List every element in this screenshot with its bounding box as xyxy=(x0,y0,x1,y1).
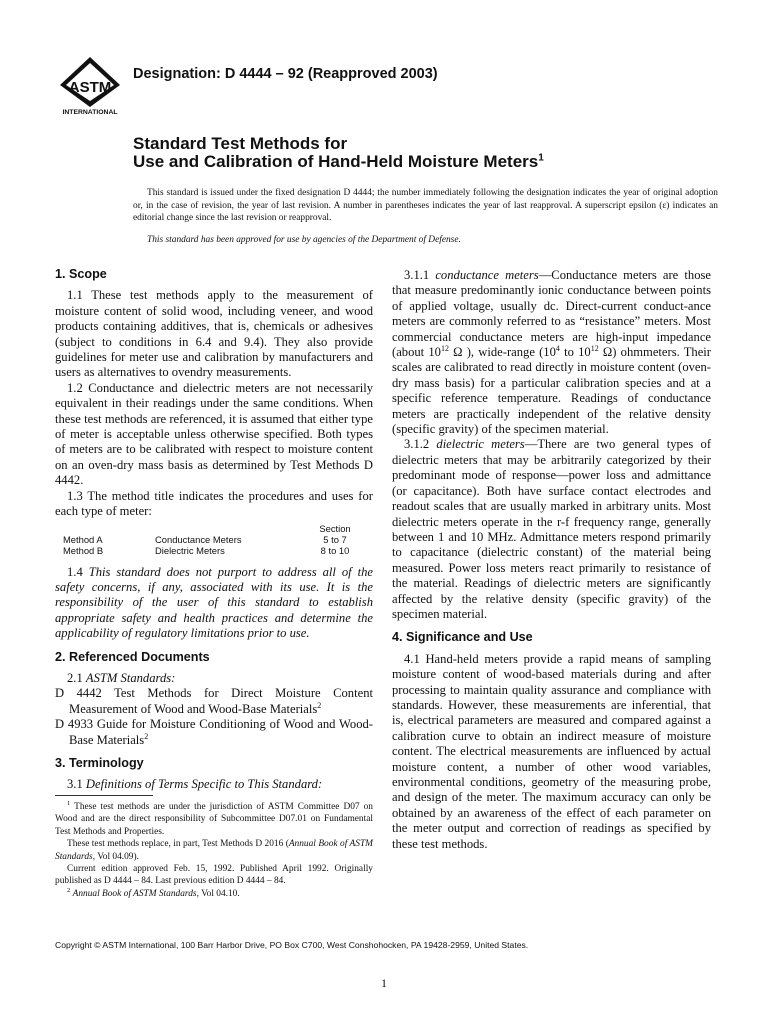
methods-table-row xyxy=(55,545,373,556)
exponent: 4 xyxy=(555,343,560,353)
footnote-1 xyxy=(55,801,373,838)
title-footnote-mark: 1 xyxy=(538,152,544,164)
preamble-dod-approval: This standard has been approved for use by agencies of the Department of Defense. xyxy=(147,235,461,245)
title-line-2 xyxy=(133,152,544,172)
meter-type: Conductance Meters xyxy=(155,533,242,545)
meter-type: Dielectric Meters xyxy=(155,544,225,556)
footnote-2 xyxy=(55,888,373,900)
footnote-text: , Vol 04.09). xyxy=(92,851,139,862)
astm-standards-label: ASTM Standards: xyxy=(85,670,176,685)
paragraph-number: 2.1 xyxy=(67,670,83,685)
reference-text: D 4933 Guide for Moisture Conditioning of Wood and Wood-Base Materials xyxy=(55,717,373,747)
reference-d4933 xyxy=(55,717,373,748)
footnote-text: These test methods replace, in part, Test Methods D 2016 ( xyxy=(67,839,289,850)
footnote-divider xyxy=(55,795,153,796)
footnote-mark: 2 xyxy=(317,700,322,710)
paragraph-1-1: 1.1 These test methods apply to the measurement of moisture content of solid wood, including veneer, and wood products containing additives, that is, chemicals or adhesives (subject to conditions in 6.4 and 9.4). They also provide guidelines for meter use and calibration by manufacturers and users as alternatives to ovendry measurements. xyxy=(55,288,373,380)
section-heading-referenced-documents: 2. Referenced Documents xyxy=(55,649,210,664)
footnote-1-edition: Current edition approved Feb. 15, 1992. Published April 1992. Originally published as D 4444 – 84. Last previous edition D 4444 – 84. xyxy=(55,864,373,887)
methods-section-header: Section xyxy=(319,522,351,534)
paragraph-3-1-2 xyxy=(392,437,711,622)
section-heading-scope: 1. Scope xyxy=(55,267,107,281)
footnote-mark: 2 xyxy=(67,886,71,894)
logo-text: ASTM xyxy=(68,79,112,96)
definition-text: to 10 xyxy=(559,345,591,360)
paragraph-number: 3.1 xyxy=(67,777,83,792)
paragraph-1-2: 1.2 Conductance and dielectric meters are not necessarily equivalent in their readings under the same conditions. When these test methods are referenced, it is assumed that either type of meter is acceptable unless otherwise specified. Both types of meters are to be calibrated with respect to moisture content on an oven-dry mass basis as determined by Test Methods D 4442. xyxy=(55,380,373,488)
methods-table-header xyxy=(55,523,373,534)
logo-subtext: INTERNATIONAL xyxy=(62,109,118,115)
defined-term: conductance meters xyxy=(435,268,539,282)
section-heading-terminology: 3. Terminology xyxy=(55,755,144,770)
methods-table xyxy=(55,523,373,556)
paragraph-1-3: 1.3 The method title indicates the procedures and uses for each type of meter: xyxy=(55,488,373,519)
footnote-mark: 2 xyxy=(144,731,149,741)
paragraph-number: 3.1.1 xyxy=(404,268,430,282)
title-text: Use and Calibration of Hand-Held Moisture Meters xyxy=(133,152,539,171)
footnotes xyxy=(55,801,373,900)
book-title: Annual Book of ASTM Standards xyxy=(55,839,373,862)
definition-text: —Conductance meters are those that measure predominantly ionic conductance between points of applied voltage, usually dc. Direct-current conduct-ance meters are commonly referred to as “resistance” meters. Most commercial conductance meters are high-input impedance (about 10 xyxy=(392,268,711,360)
footnote-mark: 1 xyxy=(67,799,71,807)
definitions-label: Definitions of Terms Specific to This Standard: xyxy=(85,777,323,792)
book-title: Annual Book of ASTM Standards xyxy=(72,888,197,899)
left-column xyxy=(55,267,373,793)
section-range: 8 to 10 xyxy=(320,544,350,556)
section-heading-significance: 4. Significance and Use xyxy=(392,630,533,645)
title-line-1: Standard Test Methods for xyxy=(133,134,348,153)
exponent: 12 xyxy=(440,343,449,353)
footnote-1-replacement xyxy=(55,838,373,863)
footnote-text: These test methods are under the jurisdiction of ASTM Committee D07 on Wood and are the direct responsibility of Subcommittee D07.01 on Fundamental Test Methods and Properties. xyxy=(55,802,373,837)
paragraph-number: 3.1.2 xyxy=(404,437,430,452)
definition-text: Ω ), wide-range (10 xyxy=(448,345,556,360)
paragraph-4-1: 4.1 Hand-held meters provide a rapid means of sampling moisture content of wood-based materials during and after processing to maintain quality assurance and compliance with standards. However, these measurements are inferential, that is, electrical parameters are measured and compared against a calibration curve to obtain an indirect measure of moisture content. The electrical measurements are influenced by actual moisture content, a number of other wood variables, environmental conditions, geometry of the measuring probe, and design of the meter. The maximum accuracy can only be obtained by an awareness of the effect of each parameter on the meter output and correction of readings as specified by these test methods. xyxy=(392,651,711,851)
paragraph-number: 1.4 xyxy=(67,564,83,579)
paragraph-1-4 xyxy=(55,565,373,642)
exponent: 12 xyxy=(590,343,599,353)
method-name: Method B xyxy=(63,544,104,556)
paragraph-3-1 xyxy=(55,777,373,792)
page-number: 1 xyxy=(381,976,387,990)
safety-caveat: This standard does not purport to address all of the safety concerns, if any, associated with its use. It is the responsibility of the user of this standard to establish appropriate safety and health practices and determine the applicability of regulatory limitations prior to use. xyxy=(55,564,373,641)
paragraph-2-1 xyxy=(55,671,373,686)
paragraph-3-1-1 xyxy=(392,268,711,437)
methods-table-row xyxy=(55,534,373,545)
designation: Designation: D 4444 – 92 (Reapproved 2003) xyxy=(133,66,438,82)
definition-text: —There are two general types of dielectric meters that may be arbitrarily categorized by their predominant mode of response—power loss and admittance (or capacitance). Both have surface contact electrodes and readout scales that are usually marked in arbitrary units. Most dielectric meters operate in the r-f frequency range, generally between 1 and 10 MHz. Admittance meters respond primarily to capacitance (dielectric constant) of the material being measured. Power loss meters react primarily to resistance of the material. Readings of dielectric meters are significantly affected by the relative density (specific gravity) of the specimen material. xyxy=(392,437,712,621)
reference-d4442 xyxy=(55,686,373,717)
preamble-issuance: This standard is issued under the fixed designation D 4444; the number immediately following the designation indicates the year of original adoption or, in the case of revision, the year of last revision. A number in parentheses indicates the year of last reapproval. A superscript epsilon (ε) indicates an editorial change since the last revision or reapproval. xyxy=(133,188,718,224)
right-column xyxy=(392,268,711,852)
definition-text: Ω) ohmmeters. Their scales are calibrated to read directly in moisture content (oven-dry mass basis) for a particular calibration species and at a specific reference temperature. Readings of conductance meters are practically independent of the relative density (specific gravity) of the specimen material. xyxy=(392,345,712,437)
reference-text: D 4442 Test Methods for Direct Moisture Content Measurement of Wood and Wood-Base Materials xyxy=(55,686,373,716)
footnote-text: , Vol 04.10. xyxy=(196,888,240,899)
section-range: 5 to 7 xyxy=(323,533,347,545)
copyright-notice: Copyright © ASTM International, 100 Barr Harbor Drive, PO Box C700, West Conshohocken, PA 19428-2959, United States. xyxy=(55,940,529,950)
defined-term: dielectric meters xyxy=(436,437,525,452)
astm-logo xyxy=(58,55,122,115)
method-name: Method A xyxy=(63,533,103,545)
